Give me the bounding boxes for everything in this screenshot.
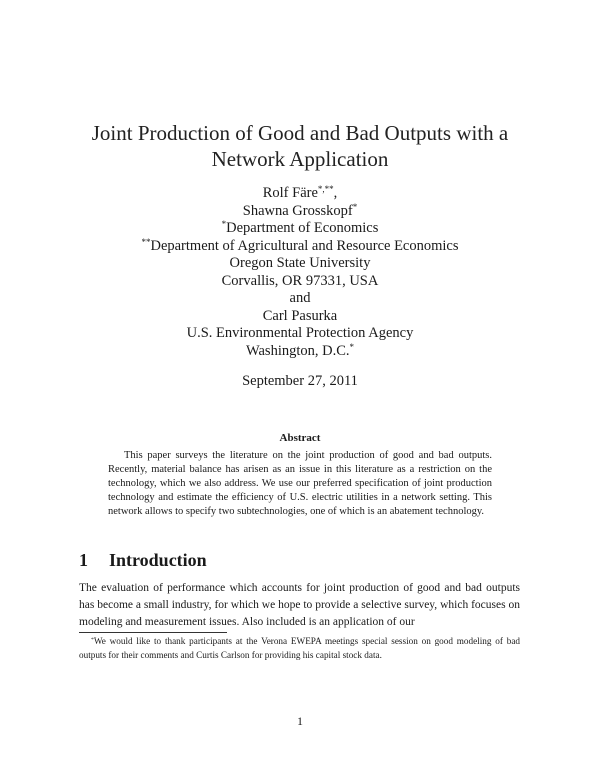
paper-date: September 27, 2011 bbox=[242, 373, 358, 389]
affiliation-mark: * bbox=[349, 341, 355, 352]
footnote-mark: * bbox=[91, 636, 94, 643]
author-line-3: Carl Pasurka bbox=[262, 307, 338, 324]
and-line: and bbox=[289, 290, 311, 306]
author-separator: , bbox=[333, 185, 338, 201]
footnote-rule bbox=[79, 632, 227, 633]
author-mark: * bbox=[352, 201, 358, 212]
author-block bbox=[100, 185, 500, 360]
affiliation-line bbox=[100, 220, 500, 238]
affiliation-line bbox=[100, 238, 500, 256]
affiliation-line: U.S. Environmental Protection Agency bbox=[186, 325, 414, 341]
affiliation-text: Department of Agricultural and Resource Economics bbox=[150, 237, 459, 254]
footnote-text: We would like to thank participants at the Verona EWEPA meetings special session on good modeling of bad outputs for their comments and Curtis Carlson for providing his capital stock data. bbox=[79, 636, 520, 660]
author-line-1 bbox=[100, 185, 500, 203]
title-line-2: Network Application bbox=[211, 147, 389, 171]
abstract-heading: Abstract bbox=[279, 432, 321, 444]
author-name: Rolf Färe bbox=[262, 185, 318, 201]
affiliation-line: Corvallis, OR 97331, USA bbox=[221, 272, 379, 289]
affiliation-mark: * bbox=[221, 219, 227, 230]
section-heading bbox=[79, 550, 207, 571]
paper-title bbox=[60, 120, 540, 172]
intro-paragraph: The evaluation of performance which accounts for joint production of good and bad outputs has become a small industry, for which we hope to provide a selective survey, which focuses on modeling and measurement issues. Also included is an application of our bbox=[79, 582, 520, 628]
author-mark: *,** bbox=[317, 184, 334, 195]
abstract-text: This paper surveys the literature on the joint production of good and bad outputs. Recently, material balance has arisen as an issue in this literature as a restriction on the technology, which we also address. We use our preferred specification of joint production technology and estimate the efficiency of U.S. electric utilities in a network setting. This network allows to specify two subtechnologies, one of which is an abatement technology. bbox=[108, 450, 492, 517]
title-line-1: Joint Production of Good and Bad Outputs with a bbox=[91, 121, 509, 145]
affiliation-mark: ** bbox=[141, 236, 151, 247]
affiliation-text: Washington, D.C. bbox=[245, 342, 350, 359]
section-number: 1 bbox=[79, 550, 88, 570]
affiliation-text: Department of Economics bbox=[226, 220, 379, 236]
footnote bbox=[79, 635, 520, 662]
author-line-2 bbox=[100, 203, 500, 221]
author-name: Shawna Grosskopf bbox=[242, 202, 353, 219]
affiliation-line bbox=[100, 343, 500, 361]
affiliation-line: Oregon State University bbox=[229, 255, 371, 271]
section-title: Introduction bbox=[109, 550, 207, 570]
page-number: 1 bbox=[297, 714, 303, 728]
